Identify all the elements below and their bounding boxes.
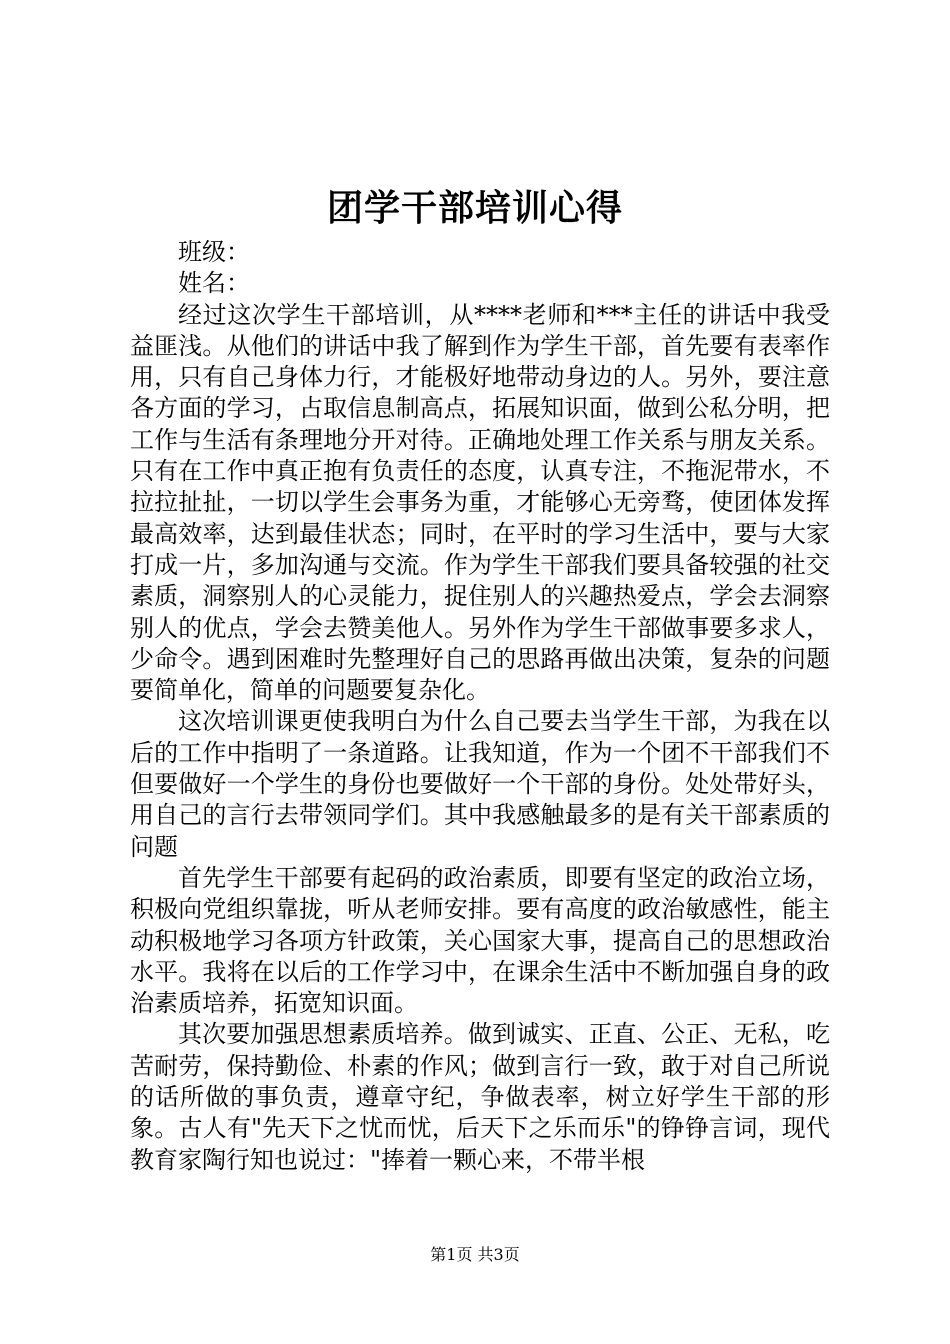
class-field-label: 班级： <box>178 238 250 266</box>
paragraph: 其次要加强思想素质培养。做到诚实、正直、公正、无私，吃苦耐劳，保持勤俭、朴素的作风；做到言行一致，敢于对自己所说的话所做的事负责，遵章守纪，争做表率，树立好学生干部的形象。古人有"先天下之忧而忧，后天下之乐而乐"的铮铮言词，现代教育家陶行知也说过："捧着一颗心来，不带半根 <box>130 1020 830 1174</box>
document-title: 团学干部培训心得 <box>326 187 623 229</box>
name-field-label: 姓名： <box>178 269 250 298</box>
paragraph: 经过这次学生干部培训，从****老师和***主任的讲话中我受益匪浅。从他们的讲话中我了解到作为学生干部，首先要有表率作用，只有自己身体力行，才能极好地带动身边的人。另外，要注意各方面的学习，占取信息制高点，拓展知识面，做到公私分明，把工作与生活有条理地分开对待。正确地处理工作关系与朋友关系。只有在工作中真正抱有负责任的态度，认真专注，不拖泥带水，不拉拉扯扯，一切以学生会事务为重，才能够心无旁骛，使团体发挥最高效率，达到最佳状态；同时，在平时的学习生活中，要与大家打成一片，多加沟通与交流。作为学生干部我们要具备较强的社交素质，洞察别人的心灵能力，捉住别人的兴趣热爱点，学会去洞察别人的优点，学会去赞美他人。另外作为学生干部做事要多求人，少命令。遇到困难时先整理好自己的思路再做出决策，复杂的问题要简单化，简单的问题要复杂化。 <box>130 300 830 705</box>
paragraph: 首先学生干部要有起码的政治素质，即要有坚定的政治立场，积极向党组织靠拢，听从老师安排。要有高度的政治敏感性，能主动积极地学习各项方针政策，关心国家大事，提高自己的思想政治水平。我将在以后的工作学习中，在课余生活中不断加强自身的政治素质培养，拓宽知识面。 <box>130 863 830 1018</box>
page-footer: 第1页 共3页 <box>430 1245 520 1264</box>
paragraph: 这次培训课更使我明白为什么自己要去当学生干部，为我在以后的工作中指明了一条道路。让我知道，作为一个团不干部我们不但要做好一个学生的身份也要做好一个干部的身份。处处带好头，用自己的言行去带领同学们。其中我感触最多的是有关干部素质的问题 <box>130 707 830 861</box>
document-body <box>130 237 830 1176</box>
